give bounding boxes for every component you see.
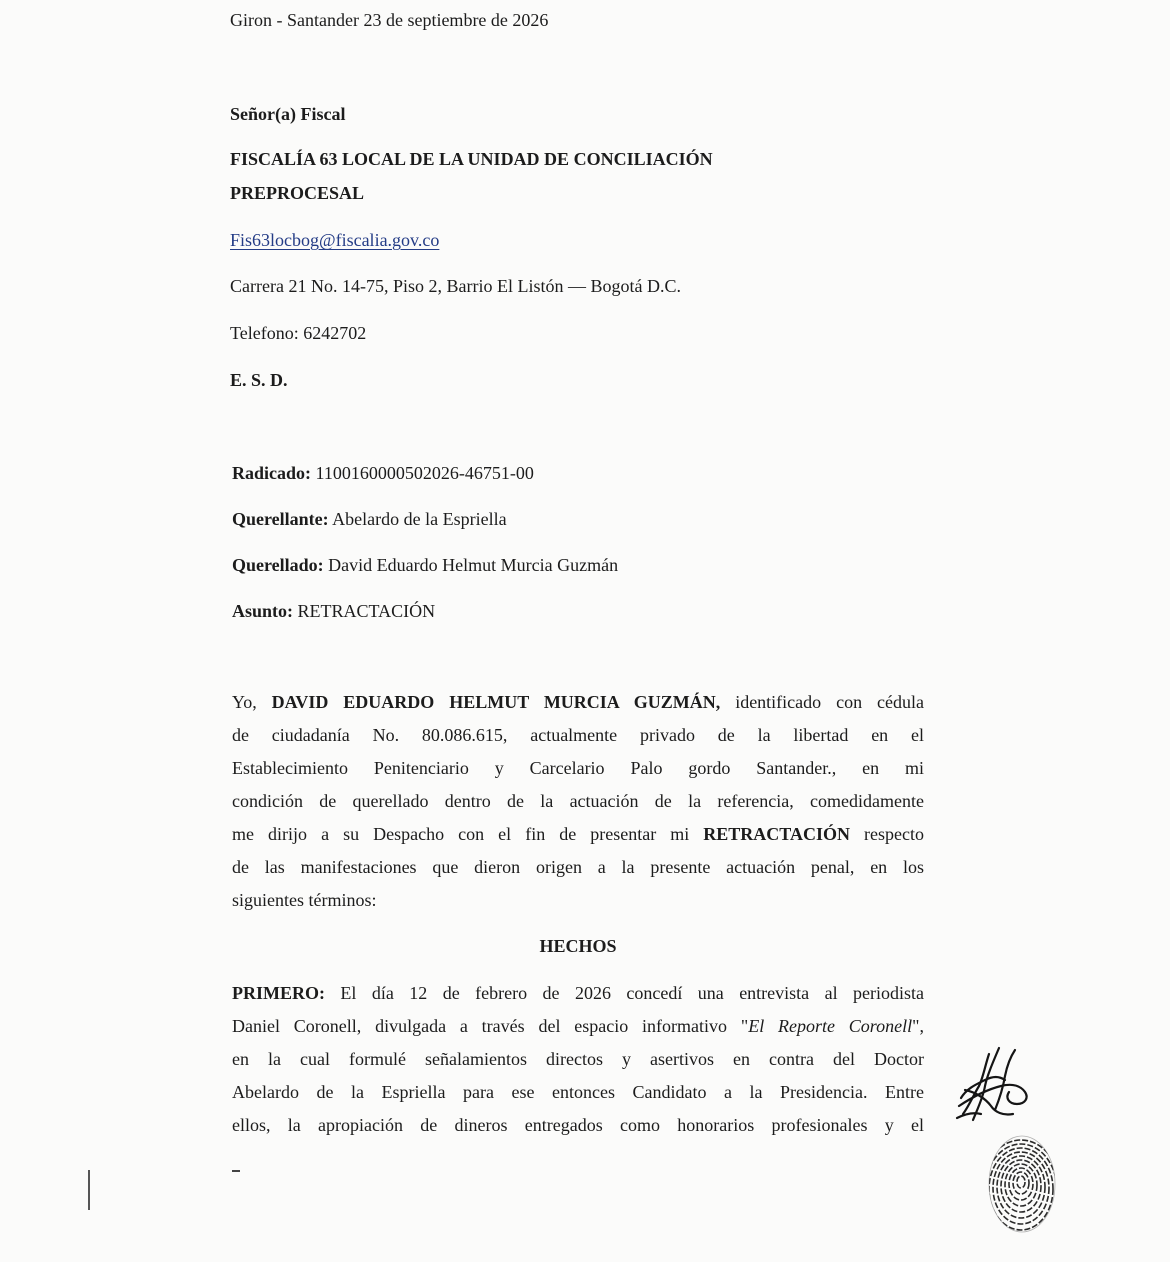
place-date: Giron - Santander 23 de septiembre de 2026 xyxy=(230,10,549,30)
primero-line-5: ellos, la apropiación de dineros entregados como honorarios profesionales y el xyxy=(232,1115,924,1135)
querellante-line xyxy=(232,508,507,530)
querellado-value: David Eduardo Helmut Murcia Guzmán xyxy=(328,555,619,575)
radicado-line xyxy=(232,462,534,484)
querellante-label: Querellante: xyxy=(232,509,329,529)
primero-line-2: Daniel Coronell, divulgada a través del espacio informativo "El Reporte Coronell", xyxy=(232,1016,924,1036)
intro-line-7: siguientes términos: xyxy=(232,890,377,910)
program-name: El Reporte Coronell xyxy=(748,1016,913,1036)
radicado-label: Radicado: xyxy=(232,463,312,483)
radicado-value: 1100160000502026-46751-00 xyxy=(315,463,534,483)
primero-line-1: PRIMERO: El día 12 de febrero de 2026 concedí una entrevista al periodista xyxy=(232,983,924,1003)
salutation: Señor(a) Fiscal xyxy=(230,104,346,124)
intro-line-4: condición de querellado dentro de la actuación de la referencia, comedidamente xyxy=(232,791,924,811)
intro-line-1: Yo, DAVID EDUARDO HELMUT MURCIA GUZMÁN, identificado con cédula xyxy=(232,692,924,712)
office-line-1: FISCALÍA 63 LOCAL DE LA UNIDAD DE CONCILIACIÓN xyxy=(230,149,713,169)
esd-line: E. S. D. xyxy=(230,370,288,390)
intro-line-2: de ciudadanía No. 80.086.615, actualmente privado de la libertad en el xyxy=(232,725,924,745)
declarant-name: DAVID EDUARDO HELMUT MURCIA GUZMÁN, xyxy=(271,692,721,712)
retractacion-emphasis: RETRACTACIÓN xyxy=(703,824,850,844)
fingerprint-icon xyxy=(985,1130,1060,1235)
email-link[interactable]: Fis63locbog@fiscalia.gov.co xyxy=(230,230,440,250)
primero-label: PRIMERO: xyxy=(232,983,325,1003)
intro-line-3: Establecimiento Penitenciario y Carcelario Palo gordo Santander., en mi xyxy=(232,758,924,778)
querellante-value: Abelardo de la Espriella xyxy=(332,509,507,529)
office-line-2: PREPROCESAL xyxy=(230,183,365,203)
asunto-line xyxy=(232,600,435,622)
querellado-label: Querellado: xyxy=(232,555,324,575)
scan-dash-mark xyxy=(232,1170,240,1172)
primero-line-4: Abelardo de la Espriella para ese entonces Candidato a la Presidencia. Entre xyxy=(232,1082,924,1102)
intro-line-6: de las manifestaciones que dieron origen a la presente actuación penal, en los xyxy=(232,857,924,877)
intro-line-5: me dirijo a su Despacho con el fin de presentar mi RETRACTACIÓN respecto xyxy=(232,824,924,844)
scan-edge-mark xyxy=(88,1170,90,1210)
asunto-label: Asunto: xyxy=(232,601,294,621)
primero-line-3: en la cual formulé señalamientos directos y asertivos en contra del Doctor xyxy=(232,1049,924,1069)
phone: Telefono: 6242702 xyxy=(230,323,367,343)
address: Carrera 21 No. 14-75, Piso 2, Barrio El Listón — Bogotá D.C. xyxy=(230,276,681,296)
hechos-heading: HECHOS xyxy=(539,936,617,956)
signature-icon xyxy=(955,1040,1035,1130)
asunto-value: RETRACTACIÓN xyxy=(297,601,436,621)
querellado-line xyxy=(232,554,618,576)
